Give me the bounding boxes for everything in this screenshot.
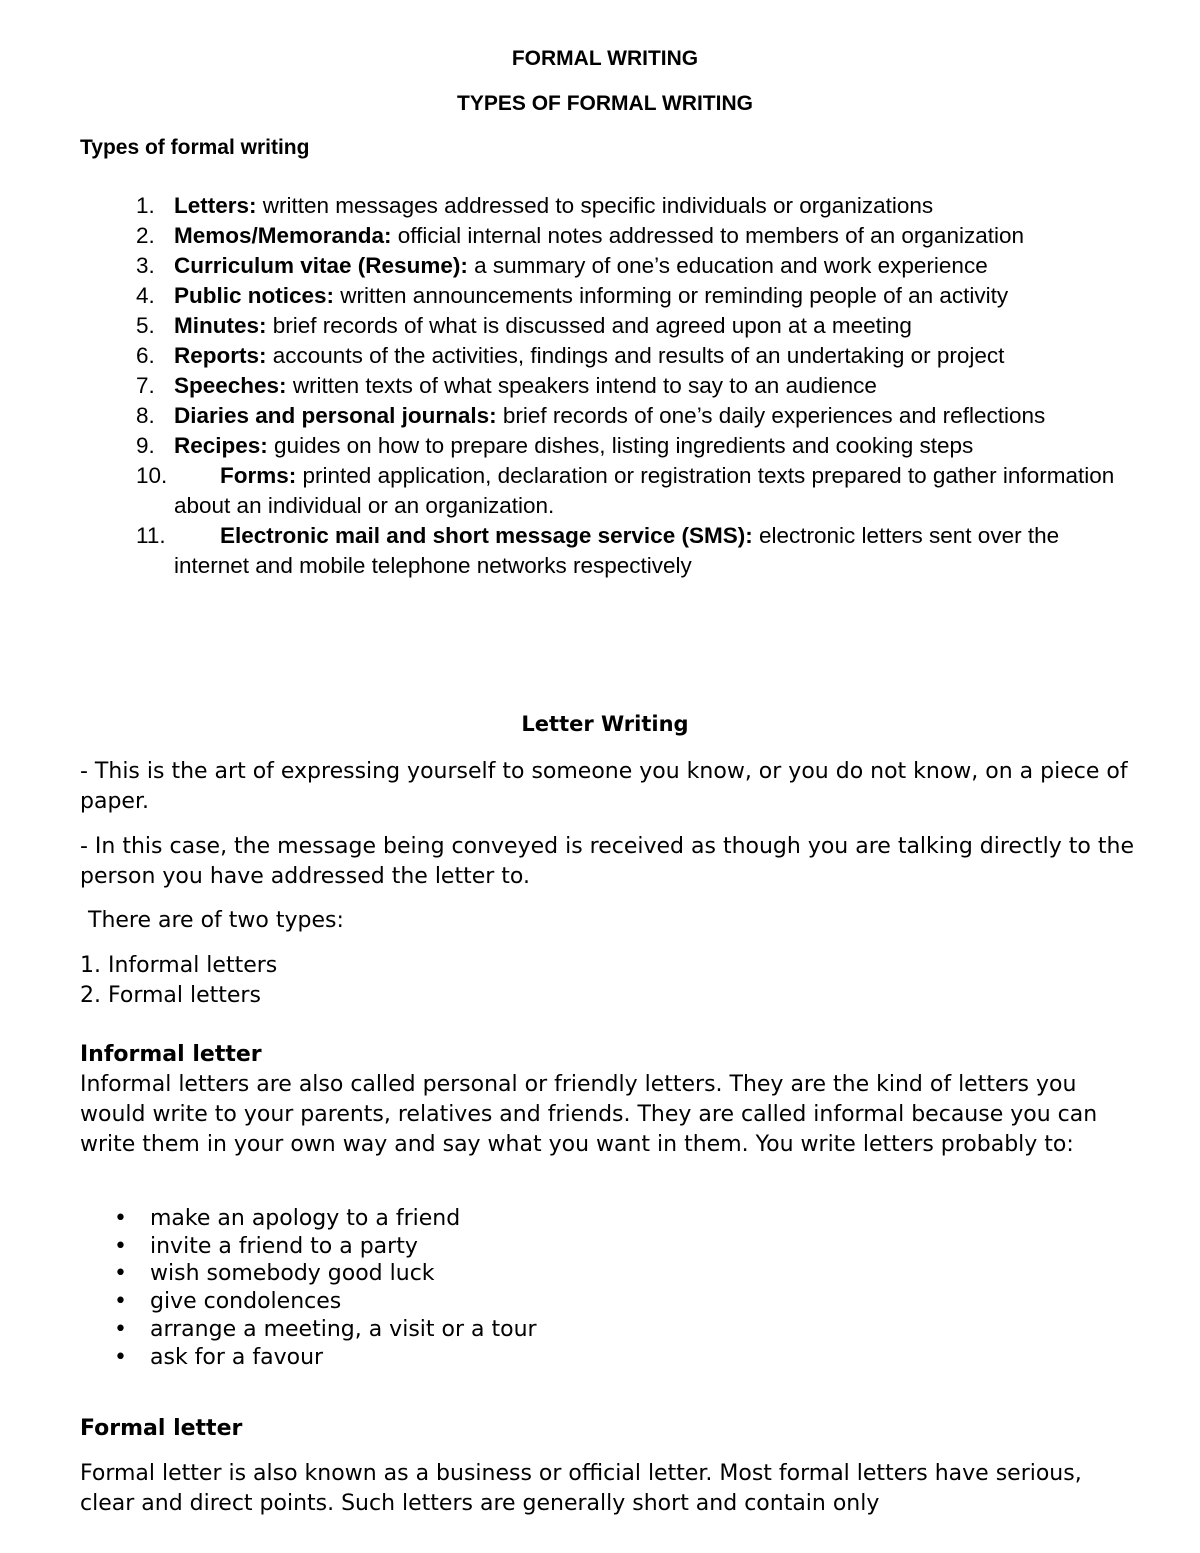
letter-writing-heading: Letter Writing (521, 712, 689, 736)
list-item (80, 191, 1140, 221)
list-item: 1. Informal letters (80, 953, 278, 978)
types-list (80, 191, 1140, 581)
informal-purpose-list (80, 1205, 537, 1371)
list-item (80, 461, 1140, 521)
list-item (80, 431, 1140, 461)
bullet-text: wish somebody good luck (150, 1261, 435, 1287)
list-desc: brief records of what is discussed and agreed upon at a meeting (266, 313, 912, 338)
bullet-icon: • (114, 1261, 127, 1287)
letter-writing-para-1: - This is the art of expressing yourself to someone you know, or you do not know, on a piece of paper. (80, 759, 1128, 814)
list-number: 8. (136, 403, 155, 428)
list-term: Speeches: (174, 373, 287, 398)
bullet-text: make an apology to a friend (150, 1206, 461, 1231)
bullet-icon: • (114, 1206, 127, 1231)
list-desc: accounts of the activities, findings and results of an undertaking or project (266, 343, 1005, 368)
bullet-icon: • (114, 1233, 127, 1259)
formal-letter-heading: Formal letter (80, 1416, 243, 1441)
list-item (80, 221, 1140, 251)
list-term: Recipes: (174, 433, 268, 458)
list-desc: written messages addressed to specific individuals or organizations (256, 193, 934, 218)
list-term: Curriculum vitae (Resume): (174, 253, 468, 278)
list-item (80, 1260, 537, 1288)
list-term: Public notices: (174, 283, 335, 308)
list-number: 1. (136, 193, 155, 218)
bullet-icon: • (114, 1289, 127, 1315)
list-item (80, 311, 1140, 341)
list-item (80, 251, 1140, 281)
bullet-icon: • (114, 1344, 127, 1370)
types-heading: Types of formal writing (80, 136, 310, 159)
list-number: 5. (136, 313, 155, 338)
letter-writing-para-2: - In this case, the message being conveyed is received as though you are talking directly to the person you have addressed the letter to. (80, 834, 1134, 889)
list-desc: guides on how to prepare dishes, listing ingredients and cooking steps (267, 433, 974, 458)
list-item (80, 281, 1140, 311)
list-desc: written texts of what speakers intend to say to an audience (286, 373, 877, 398)
list-item (80, 371, 1140, 401)
list-desc: official internal notes addressed to members of an organization (391, 223, 1024, 248)
list-term: Memos/Memoranda: (174, 223, 392, 248)
list-item (80, 1288, 537, 1316)
bullet-text: invite a friend to a party (150, 1233, 418, 1259)
informal-letter-body: Informal letters are also called personal or friendly letters. They are the kind of letters you would write to your parents, relatives and friends. They are called informal because you can write them in your own way and say what you want in them. You write letters probably to: (80, 1072, 1098, 1157)
list-item (80, 401, 1140, 431)
list-number: 10. (136, 463, 168, 488)
list-number: 2. (136, 223, 155, 248)
bullet-icon: • (114, 1316, 127, 1342)
list-term: Forms: (220, 463, 297, 488)
page-title: FORMAL WRITING (511, 47, 699, 70)
list-item (80, 341, 1140, 371)
list-desc: printed application, declaration or registration texts prepared to gather information about an individual or an organization. (174, 463, 1115, 518)
list-number: 4. (136, 283, 155, 308)
list-number: 7. (136, 373, 155, 398)
formal-letter-body: Formal letter is also known as a business or official letter. Most formal letters have serious, clear and direct points. Such letters are generally short and contain only (80, 1461, 1082, 1516)
list-desc: written announcements informing or reminding people of an activity (334, 283, 1009, 308)
list-item (80, 1344, 537, 1372)
list-item (80, 521, 1140, 581)
informal-letter-heading: Informal letter (80, 1042, 262, 1067)
list-item: 2. Formal letters (80, 983, 261, 1008)
list-number: 6. (136, 343, 155, 368)
letter-types-list (80, 951, 277, 1011)
list-number: 9. (136, 433, 155, 458)
list-number: 3. (136, 253, 155, 278)
list-item (80, 1316, 537, 1344)
list-desc: electronic letters sent over the internet and mobile telephone networks respectively (174, 523, 1060, 578)
list-number: 11. (136, 523, 166, 548)
list-desc: brief records of one’s daily experiences and reflections (496, 403, 1046, 428)
list-term: Reports: (174, 343, 267, 368)
list-term: Electronic mail and short message service (SMS): (220, 523, 753, 548)
bullet-text: ask for a favour (150, 1344, 324, 1370)
list-term: Letters: (174, 193, 257, 218)
list-term: Diaries and personal journals: (174, 403, 497, 428)
list-term: Minutes: (174, 313, 267, 338)
page-subtitle: TYPES OF FORMAL WRITING (457, 92, 753, 115)
list-item (80, 1205, 537, 1233)
list-desc: a summary of one’s education and work experience (467, 253, 988, 278)
bullet-text: give condolences (150, 1289, 342, 1315)
list-item (80, 1233, 537, 1261)
bullet-text: arrange a meeting, a visit or a tour (150, 1316, 537, 1342)
letter-writing-para-3: There are of two types: (88, 908, 344, 933)
